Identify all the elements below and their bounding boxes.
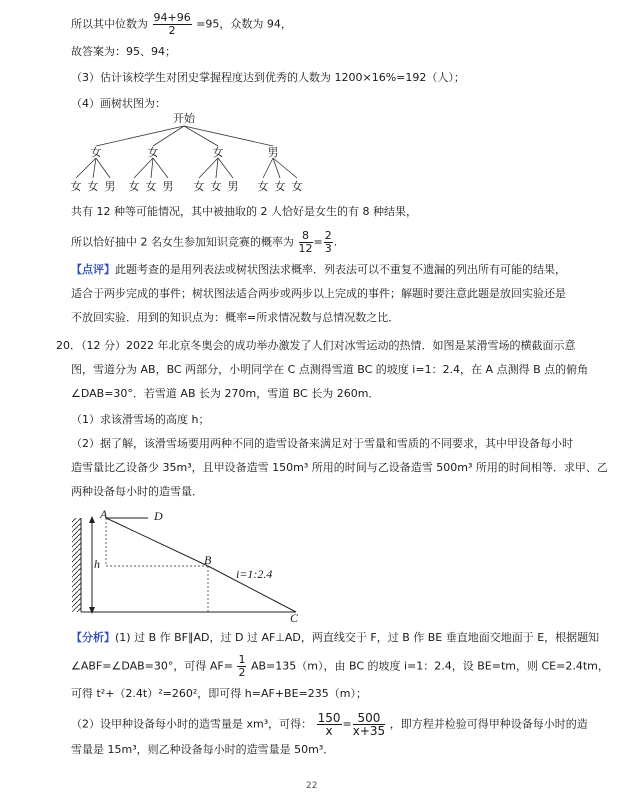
text: 此题考查的是用列表法或树状图法求概率．列表法可以不重复不遗漏的列出所有可能的结果，	[115, 263, 566, 276]
numerator: 8	[299, 230, 313, 243]
tree-root: 开始	[173, 112, 195, 125]
slope-label: i=1:2.4	[236, 567, 273, 581]
estimate-line: （3）估计该校学生对团史掌握程度达到优秀的人数为 1200×16%=192（人）；	[71, 71, 465, 84]
text: ∠ABF=∠DAB=30°，可得 AF=	[71, 659, 233, 673]
text: (1) 过 B 作 BF∥AD，过 D 过 AF⊥AD，两直线交于 F，过 B 作 BE 垂直地面交地面于 E，根据题知	[115, 631, 600, 644]
denominator: 2	[168, 24, 176, 37]
analysis-line-5: 雪量是 15m³，则乙种设备每小时的造雪量是 50m³．	[71, 743, 335, 756]
wall-hatching	[72, 518, 81, 612]
answer-line: 故答案为：95、94；	[71, 45, 176, 58]
tree-leaf: 女	[87, 180, 99, 193]
fraction	[353, 712, 385, 737]
count-line: 共有 12 种等可能情况，其中被抽取的 2 人恰好是女生的有 8 种结果，	[71, 205, 417, 218]
tree-node: 女	[212, 146, 224, 159]
tree-leaf: 女	[291, 180, 303, 193]
equals: =	[342, 717, 352, 731]
numerator: 500	[353, 712, 385, 725]
question-line-3: ∠DAB=30°．若雪道 AB 长为 270m，雪道 BC 长为 260m．	[71, 387, 380, 400]
numerator: 1	[238, 653, 246, 666]
numerator: 150	[317, 711, 341, 725]
question-part-1: （1）求该滑雪场的高度 h；	[71, 413, 210, 426]
label-c: C	[290, 611, 299, 622]
fraction	[317, 712, 342, 737]
label-b: B	[204, 553, 212, 567]
fraction	[153, 12, 192, 37]
tree-leaf: 男	[104, 180, 116, 193]
tree-node: 女	[90, 146, 102, 159]
tree-heading: （4）画树状图为：	[71, 97, 166, 110]
analysis-line-1	[71, 630, 599, 646]
analysis-line-4	[71, 712, 588, 737]
text: （2）设甲种设备每小时的造雪量是 xm³，可得：	[71, 717, 313, 731]
text: AB=135（m），由 BC 的坡度 i=1：2.4，设 BE=tm，则 CE=2.4tm，	[250, 659, 609, 673]
comment-line-2: 适合于两步完成的事件；树状图法适合两步或两步以上完成的事件；解题时要注意此题是放回实验还是	[71, 287, 566, 300]
denominator: x	[325, 724, 333, 738]
text: 所以恰好抽中 2 名女生参加知识竞赛的概率为	[71, 235, 294, 249]
tree-leaf: 女	[70, 180, 82, 193]
analysis-line-3: 可得 t²+（2.4t）²=260²，即可得 h=AF+BE=235（m）；	[71, 687, 367, 700]
equals: =	[313, 235, 323, 249]
denominator: 2	[238, 666, 246, 679]
tree-leaf: 女	[274, 180, 286, 193]
tree-node: 男	[267, 146, 279, 159]
fraction	[324, 230, 333, 255]
tree-leaf: 男	[227, 180, 239, 193]
label-a: A	[100, 507, 108, 521]
tree-leaf: 女	[193, 180, 205, 193]
tree-leaf: 女	[128, 180, 140, 193]
denominator: x+35	[352, 724, 386, 738]
question-line-1: 20．（12 分）2022 年北京冬奥会的成功举办激发了人们对冰雪运动的热情．如图是某滑雪场的横截面示意	[56, 339, 576, 352]
probability-line	[71, 230, 337, 255]
slope-figure	[68, 506, 318, 622]
analysis-tag: 【分析】	[71, 631, 115, 644]
label-h: h	[94, 557, 100, 571]
text: =95，众数为 94，	[196, 17, 292, 31]
tree-diagram	[60, 110, 320, 200]
tree-leaf: 男	[162, 180, 174, 193]
median-line	[71, 12, 292, 37]
fraction	[237, 654, 246, 679]
text: 所以其中位数为	[71, 17, 148, 31]
denominator: 12	[298, 242, 313, 255]
denominator: 3	[324, 242, 332, 255]
tree-node: 女	[147, 146, 159, 159]
tree-leaf: 女	[145, 180, 157, 193]
tree-leaf: 女	[210, 180, 222, 193]
comment-tag: 【点评】	[71, 263, 115, 276]
numerator: 2	[324, 229, 332, 242]
tree-leaf: 女	[257, 180, 269, 193]
label-d: D	[154, 509, 163, 523]
text: .	[333, 235, 338, 249]
page-number: 22	[306, 781, 318, 791]
analysis-line-2	[71, 654, 609, 679]
numerator: 94+96	[153, 11, 191, 24]
fraction	[299, 230, 313, 255]
question-line-6: 造雪量比乙设备少 35m³，且甲设备造雪 150m³ 所用的时间与乙设备造雪 500m³ 所用的时间相等．求甲、乙	[71, 461, 608, 474]
question-part-2: （2）据了解，该滑雪场要用两种不同的造雪设备来满足对于雪量和雪质的不同要求，其中甲设备每小时	[71, 437, 573, 450]
question-line-7: 两种设备每小时的造雪量．	[71, 485, 203, 498]
question-line-2: 图，雪道分为 AB，BC 两部分，小明同学在 C 点测得雪道 BC 的坡度 i=1：2.4，在 A 点测得 B 点的俯角	[71, 363, 589, 376]
comment-line-3: 不放回实验．用到的知识点为：概率=所求情况数与总情况数之比．	[71, 311, 400, 324]
text: ，即方程并检验可得甲种设备每小时的造	[389, 717, 588, 731]
comment-line-1	[71, 262, 566, 278]
